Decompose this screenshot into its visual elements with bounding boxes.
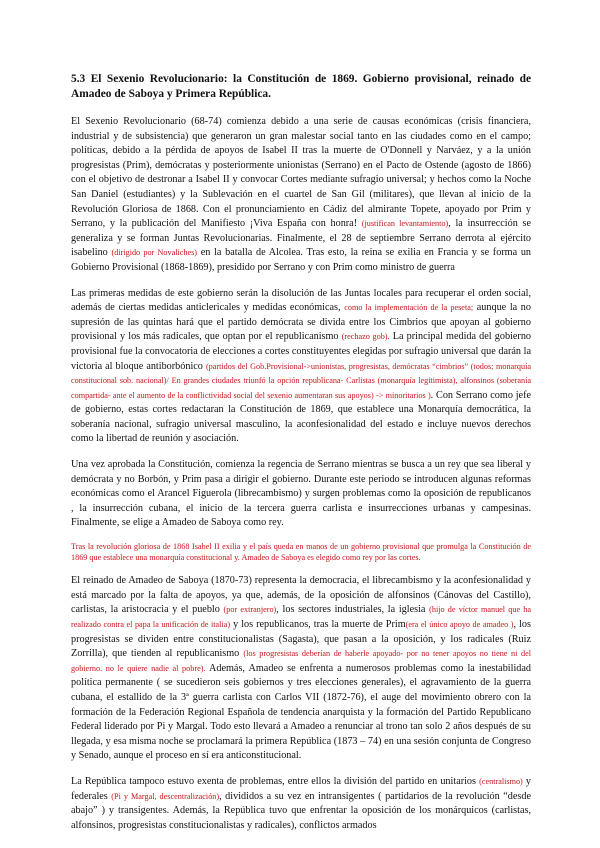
section-heading: 5.3 El Sexenio Revolucionario: la Constitución de 1869. Gobierno provisional, reinado de Amadeo de Saboya y Primera República. xyxy=(71,73,531,100)
annotation-note: (hijo de víctor manuel que ha realizado contra el papa la unificación de italia) xyxy=(71,605,531,629)
text-span: y los republicanos, tras la muerte de Prim xyxy=(230,619,406,630)
text-span: , la insurrección se generaliza y se forman Juntas Revolucionarias. Finalmente, el 28 de septiembre Serrano derrota al ejército isabelino xyxy=(71,218,531,259)
paragraph-regency: Una vez aprobada la Constitución, comienza la regencia de Serrano mientras se busca a un rey que sea liberal y demócrata y no Borbón, y Prim pasa a dirigir el gobierno. Durante este periodo se introducen algunas reformas económicas como el Arancel Figuerola (librecambismo) y surgen problemas como la oposición de republicanos , la insurrección cubana, el inicio de la tercera guerra carlista e insurrecciones urbanas y campesinas. Finalmente, se elige a Amadeo de Saboya como rey. xyxy=(71,459,531,529)
paragraph-provisional-government xyxy=(71,287,531,448)
annotation-note: (centralismo) xyxy=(479,776,523,786)
text-span: y federales xyxy=(71,775,531,802)
text-span: El Sexenio Revolucionario (68-74) comienza debido a una serie de causas económicas (crisis financiera, industrial y de subsistencia) que generaron un gran malestar social tanto en las ciudades como en el campo; políticas, debido a la pérdida de apoyos de Isabel II tras la muerte de O'Donnell y Narváez, y a la unión progresistas (Prim), demócratas y posteriormente unionistas (Serrano) en el Pacto de Ostende (agosto de 1866) con el objetivo de destronar a Isabel II y convocar Cortes mediante sufragio universal; y hechos como la Noche San Daniel (estudiantes) y la Sublevación en el cuartel de San Gil (militares), que llevan al inicio de la Revolución Gloriosa de 1868. Con el pronunciamiento en Cádiz del almirante Topete, apoyado por Prim y Serrano, y la publicación del Manifiesto ¡Viva España con honra! xyxy=(71,116,531,230)
text-span: Además, Amadeo se enfrenta a numerosos problemas como la inestabilidad política permanente ( se sucedieron seis gobiernos y tres elecciones generales), el agravamiento de la guerra cubana, el estallido de la 3ª guerra carlista con Carlos VII (1872-76), el auge del movimiento obrero con la formación de la Federación Regional Española de tendencia anarquista y la formación del Partido Republicano Federal liderado por Pi y Margal. Todo esto llevará a Amadeo a renunciar al trono tan solo 2 años después de su llegada, y esa misma noche se proclamará la primera República (1873 – 74) en una sesión conjunta de Congreso y Senado, aunque el proceso en sí era anticonstitucional. xyxy=(71,662,531,762)
summary-note: Tras la revolución gloriosa de 1868 Isabel II exilia y el país queda en manos de un gobierno provisional que promulga la Constitución de 1869 que establece una monarquía constitucional y. Amadeo de Saboya es elegido como rey por las cortes. xyxy=(71,542,531,562)
text-span: El reinado de Amadeo de Saboya (1870-73) representa la democracia, el librecambismo y la aconfesionalidad y está marcado por la falta de apoyos, ya que, además, de la oposición de alfonsinos (Cánovas del Castillo), carlistas, la aristocracia y el pueblo xyxy=(71,575,531,616)
text-span: aunque la no supresión de las quintas hará que el partido demócrata se divida entre los Cimbrios que apoyan al gobierno provisional y los más radicales, que optan por el republicanismo xyxy=(71,302,531,343)
text-span: La República tampoco estuvo exenta de problemas, entre ellos la división del partido en unitarios xyxy=(71,775,480,787)
annotation-note: (era el único apoyo de amadeo ) xyxy=(405,620,514,629)
text-span: en la batalla de Alcolea. Tras esto, la reina se exilia en Francia y se forma un Gobierno Provisional (1868-1869), presidido por Serrano y con Prim como ministro de guerra xyxy=(71,247,532,273)
text-span: La principal medida del gobierno provisional fue la convocatoria de elecciones a cortes constituyentes elegidas por sufragio universal que darán la victoria al bloque antiborbónico xyxy=(71,331,532,372)
annotation-note: (justifican levantamiento) xyxy=(361,219,449,229)
annotation-note: (dirigido por Novaliches) xyxy=(111,248,198,258)
annotation-note: (rechazo gob). xyxy=(341,332,390,342)
annotation-note: como la implementación de la peseta; xyxy=(344,303,474,313)
paragraph-first-republic xyxy=(71,775,531,833)
text-span: , divididos a su vez en intransigentes ( partidarios de la revolución “desde abajo” ) y transigentes. Además, la República tuvo que enfrentar la oposición de los monárquicos (carlistas, alfonsinos, progresistas constitucionalistas y radicales), conflictos armados xyxy=(71,790,531,831)
text-span: Las primeras medidas de este gobierno serán la disolución de las Juntas locales para recuperar el orden social, además de ciertas medidas anticlericales y medidas económicas, xyxy=(71,287,531,314)
text-span: , los sectores industriales, la iglesia xyxy=(276,604,430,616)
text-span: . Con Serrano como jefe de gobierno, estas cortes redactaran la Constitución de 1869, que establece una Monarquía democrática, la soberanía nacional, sufragio universal masculino, la aconfesionalidad del estado e incluye nuevos derechos como la libertad de reunión y asociación. xyxy=(71,389,531,445)
annotation-note: (Pi y Margal, descentralización) xyxy=(111,791,220,801)
paragraph-causes xyxy=(71,115,531,276)
paragraph-amadeo-reign xyxy=(71,574,531,764)
annotation-note: (los progresistas deberían de haberle apoyado- por no tener apoyos no tiene ni del gobierno. no le quiere nadie al pobre). xyxy=(71,649,531,673)
annotation-note: (por extranjero) xyxy=(223,605,277,615)
text-span: , los progresistas se dividen entre constitucionalistas (Sagasta), que pasan a la oposición, y los radicales (Ruiz Zorrilla), que tienden al republicanismo xyxy=(71,619,531,660)
annotation-note: (partidos del Gob.Provisional->unionistas, progresistas, demócratas “cimbrios” (todos; monarquía constitucional sob. nacional)/ En grandes ciudades triunfó la opción republicana- Carlistas (monarquía legitimista), alfonsinos (soberanía compartida- ante el aumento de la conflictividad social del sexenio aumentaran sus apoyos) -> minoritarios ) xyxy=(71,361,532,400)
